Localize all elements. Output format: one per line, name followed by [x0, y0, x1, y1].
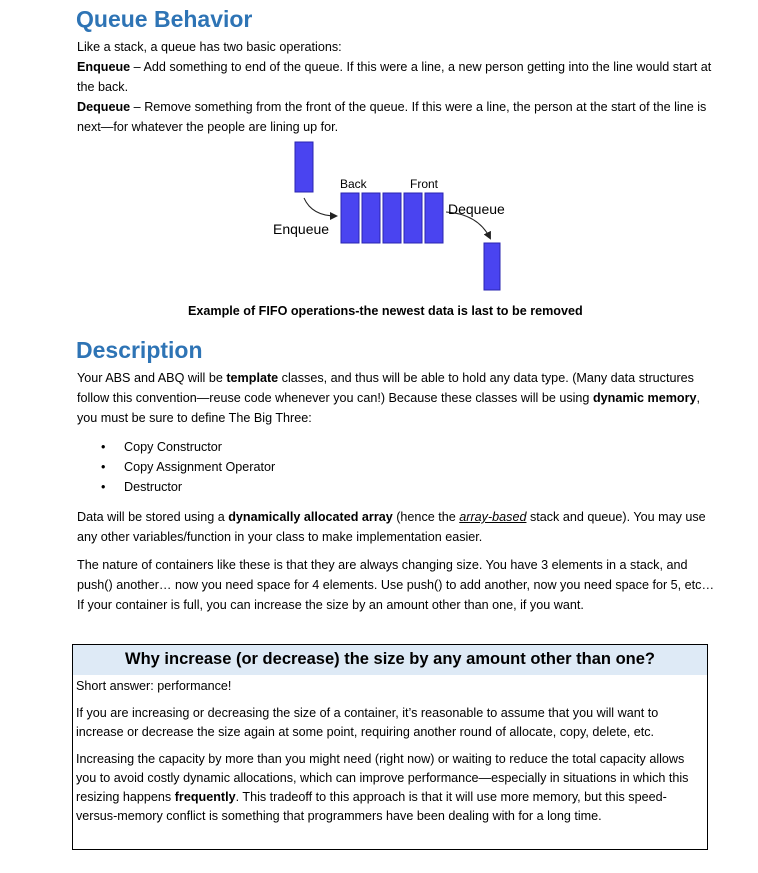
enqueue-paragraph	[77, 57, 717, 97]
list-item	[101, 477, 275, 497]
description-paragraph-2	[77, 507, 717, 547]
emphasis-dynamic-array: dynamically allocated array	[228, 510, 393, 524]
text-run: Data will be stored using a	[77, 510, 229, 524]
label-front: Front	[410, 177, 439, 191]
emphasis-dynamic-memory: dynamic memory	[592, 391, 697, 405]
callout-paragraph-2: If you are increasing or decreasing the size of a container, it’s reasonable to assume that you will want to increase or decrease the size again at some point, requiring another round of allocate, copy, delete, etc.	[76, 706, 659, 739]
section-title-description: Description	[76, 337, 203, 363]
text-run: . This tradeoff to this approach is that it will use more memory, but this speed-versus-memory conflict is something that programmers have been dealing with for a long time.	[76, 790, 667, 823]
intro-text: Like a stack, a queue has two basic operations:	[77, 40, 342, 54]
queue-block	[425, 193, 443, 243]
dequeue-term: Dequeue	[77, 100, 131, 114]
text-run: stack and queue). You may use any other variables/function in your class to make implementation easier.	[77, 510, 706, 544]
description-paragraph-3: The nature of containers like these is that they are always changing size. You have 3 elements in a stack, and push() another… now you need space for 4 elements. Use push() to add another, now you need space for 5, etc… If your container is full, you can increase the size by an amount other than one, if you want.	[77, 558, 715, 612]
label-dequeue: Dequeue	[448, 201, 505, 217]
enqueue-term: Enqueue	[77, 60, 131, 74]
callout-heading: Why increase (or decrease) the size by any amount other than one?	[73, 645, 707, 675]
incoming-block	[295, 142, 313, 192]
enqueue-arrow	[304, 198, 336, 216]
queue-block	[362, 193, 380, 243]
callout-paragraph-1: Short answer: performance!	[76, 679, 232, 693]
callout-paragraph-3	[73, 750, 707, 826]
list-item	[101, 457, 275, 477]
list-item-text: Copy Assignment Operator	[124, 460, 276, 474]
queue-block	[383, 193, 401, 243]
enqueue-description: – Add something to end of the queue. If this were a line, a new person getting into the line would start at the back.	[77, 60, 712, 94]
bullet-icon: •	[101, 480, 106, 494]
text-run: (hence the	[392, 510, 460, 524]
dequeue-paragraph	[77, 97, 717, 137]
text-run: classes, and thus will be able to hold any data type. (Many data structures follow this convention—reuse code whenever you can!) Because these classes will be using	[77, 371, 694, 405]
text-run: Increasing the capacity by more than you might need (right now) or waiting to reduce the total capacity allows you to avoid costly dynamic allocations, which can improve performance—especially in situations in which this resizing happens	[76, 752, 689, 804]
description-paragraph-1	[77, 368, 717, 428]
list-item-text: Copy Constructor	[124, 440, 222, 454]
text-run: , you must be sure to define The Big Three:	[77, 391, 701, 425]
list-item	[101, 437, 275, 457]
dequeue-description: – Remove something from the front of the queue. If this were a line, the person at the start of the line is next—for whatever the people are lining up for.	[77, 100, 707, 134]
emphasis-array-based: array-based	[459, 510, 527, 524]
text-run: Your ABS and ABQ will be	[77, 371, 227, 385]
queue-block	[404, 193, 422, 243]
bullet-icon: •	[101, 440, 106, 454]
big-three-list	[101, 437, 275, 497]
section-title-queue-behavior: Queue Behavior	[76, 6, 253, 32]
diagram-caption: Example of FIFO operations-the newest data is last to be removed	[188, 304, 583, 318]
fifo-diagram	[0, 140, 758, 300]
label-back: Back	[340, 177, 367, 191]
emphasis-frequently: frequently	[174, 790, 236, 804]
callout-box	[72, 644, 708, 850]
intro-paragraph	[77, 37, 717, 57]
outgoing-block	[484, 243, 500, 290]
label-enqueue: Enqueue	[273, 221, 330, 237]
queue-block	[341, 193, 359, 243]
bullet-icon: •	[101, 460, 106, 474]
list-item-text: Destructor	[124, 480, 183, 494]
emphasis-template: template	[226, 371, 279, 385]
